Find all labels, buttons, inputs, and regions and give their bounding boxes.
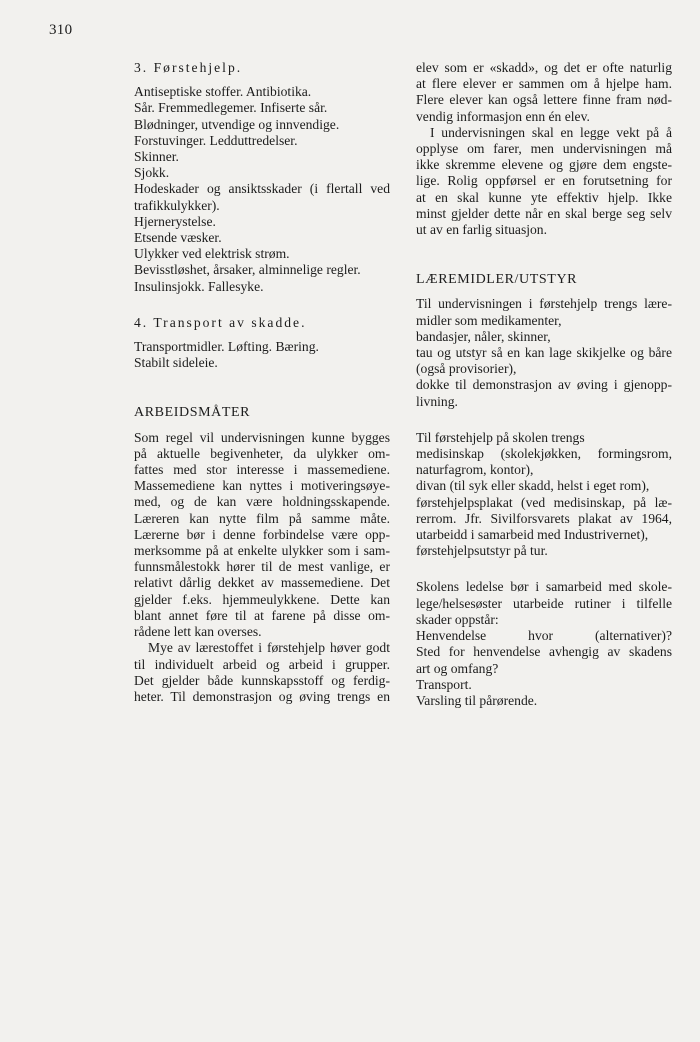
text-line: Sted for henvendelse avhengig av skadens <box>416 644 672 660</box>
list-item: Sår. Fremmedlegemer. Infiserte sår. <box>134 100 328 116</box>
right-column <box>416 60 672 709</box>
text-line: vendig informasjon enn én elev. <box>416 108 590 124</box>
text-line: fattes med stor interesse i massemediene. <box>134 462 390 478</box>
text-line: Massemediene kan nyttes i motiveringsøye- <box>134 478 390 494</box>
text-line: merksomme på at enkelte ulykker som i sam- <box>134 543 390 559</box>
list-item: Antiseptiske stoffer. Antibiotika. <box>134 84 312 100</box>
list-item: Hodeskader og ansiktsskader (i flertall ved <box>134 181 390 197</box>
continued-paragraph <box>416 60 672 125</box>
text-line: førstehjelpsutstyr på tur. <box>416 543 548 559</box>
text-line: rerrom. Jfr. Sivilforsvarets plakat av 1964, <box>416 510 672 526</box>
text-line: art og omfang? <box>416 660 499 676</box>
text-line: Til undervisningen i førstehjelp trengs lære- <box>416 296 672 312</box>
list-item: Forstuvinger. Ledduttredelser. <box>134 132 298 148</box>
text-line: skader oppstår: <box>416 611 499 627</box>
school-equipment-paragraph <box>416 430 672 560</box>
text-line: heter. Til demonstrasjon og øving trengs en <box>134 688 390 704</box>
safety-paragraph <box>416 125 672 238</box>
text-line: Til førstehjelp på skolen trengs <box>416 429 585 445</box>
working-methods-paragraph <box>134 430 390 641</box>
text-line: lege/helsesøster utarbeide rutiner i tilfelle <box>416 595 672 611</box>
list-item: trafikkulykker). <box>134 197 220 213</box>
text-line: at flere elever er sammen om å hjelpe ham. <box>416 76 672 92</box>
text-line: dokke til demonstrasjon av øving i gjenopp- <box>416 377 672 393</box>
list-item: Skinner. <box>134 149 179 165</box>
teaching-materials-paragraph <box>416 296 672 409</box>
text-line: divan (til syk eller skadd, helst i eget rom), <box>416 478 650 494</box>
text-line: Mye av lærestoffet i førstehjelp høver godt <box>148 640 390 656</box>
page-number: 310 <box>49 22 73 38</box>
text-line: livning. <box>416 393 458 409</box>
text-line: elev som er «skadd», og det er ofte naturlig <box>416 60 672 75</box>
text-line: tau og utstyr så en kan lage skikjelke og båre <box>416 345 672 361</box>
text-line: gjelder f.eks. hjemmeulykkene. Dette kan <box>134 591 390 607</box>
text-line: I undervisningen skal en legge vekt på å <box>430 124 672 140</box>
transport-topic-list <box>134 339 390 371</box>
text-line: Lærerne bør i denne forbindelse være opp- <box>134 526 390 542</box>
left-column <box>134 60 390 705</box>
text-line: på aktuelle begivenheter, da ulykker om- <box>134 445 390 461</box>
text-line: førstehjelpsplakat (ved medisinskap, på læ- <box>416 494 672 510</box>
working-methods-paragraph <box>134 640 390 705</box>
text-line: bandasjer, nåler, skinner, <box>416 328 551 344</box>
list-item: Bevisstløshet, årsaker, alminnelige regler. <box>134 262 361 278</box>
text-line: Varsling til pårørende. <box>416 692 538 708</box>
list-item: Stabilt sideleie. <box>134 355 218 371</box>
list-item: Ulykker ved elektrisk strøm. <box>134 246 290 262</box>
text-line: med, og de kan være holdningsskapende. <box>134 494 390 510</box>
list-item: Hjernerystelse. <box>134 213 216 229</box>
section-heading-teaching-materials: LÆREMIDLER/UTSTYR <box>416 272 578 288</box>
list-item: Blødninger, utvendige og innvendige. <box>134 116 340 132</box>
text-line: Flere elever kan også lettere finne fram nød- <box>416 92 672 108</box>
section-heading-first-aid: 3. Førstehjelp. <box>134 60 243 75</box>
text-line: utarbeidd i samarbeid med Industrivernet), <box>416 527 649 543</box>
list-item: Insulinsjokk. Fallesyke. <box>134 278 264 294</box>
text-line: minst gjelder dette når en skal berge seg selv <box>416 205 672 221</box>
text-line: opplyse om farer, men undervisningen må <box>416 141 672 157</box>
text-line: lige. Rolig oppførsel er en forutsetning for <box>416 173 672 189</box>
list-item: Sjokk. <box>134 165 170 181</box>
text-line: at en skal kunne yte effektiv hjelp. Ikke <box>416 189 672 205</box>
text-line: Skolens ledelse bør i samarbeid med skole- <box>416 579 672 595</box>
text-line: medisinskap (skolekjøkken, formingsrom, <box>416 446 672 462</box>
text-line: ikke skremme elevene og gjøre dem engste- <box>416 157 672 173</box>
text-line: Som regel vil undervisningen kunne bygges <box>134 429 390 445</box>
list-item: Transportmidler. Løfting. Bæring. <box>134 339 319 355</box>
routines-paragraph <box>416 579 672 709</box>
text-line: Læreren kan nytte film på samme måte. <box>134 510 390 526</box>
text-line: rådene lett kan overses. <box>134 624 262 640</box>
list-item: Etsende væsker. <box>134 230 222 246</box>
text-line: naturfagrom, kontor), <box>416 462 534 478</box>
first-aid-topic-list <box>134 84 390 295</box>
text-line: midler som medikamenter, <box>416 312 562 328</box>
text-line: blant annet føre til at farene på disse om- <box>134 607 390 623</box>
text-line: funnsmålestokk hører til de mest vanlige, er <box>134 559 390 575</box>
text-line: Henvendelse hvor (alternativer)? <box>416 628 672 644</box>
text-line: relativt dårlig dekket av massemediene. Det <box>134 575 390 591</box>
text-line: (også provisorier), <box>416 361 517 377</box>
text-line: ut av en farlig situasjon. <box>416 222 547 238</box>
text-line: til individuelt arbeid og arbeid i grupper. <box>134 656 390 672</box>
text-line: Transport. <box>416 676 472 692</box>
section-heading-transport: 4. Transport av skadde. <box>134 314 307 330</box>
text-line: Det gjelder både kunnskapsstoff og ferdig- <box>134 672 390 688</box>
section-heading-working-methods: ARBEIDSMÅTER <box>134 405 251 421</box>
